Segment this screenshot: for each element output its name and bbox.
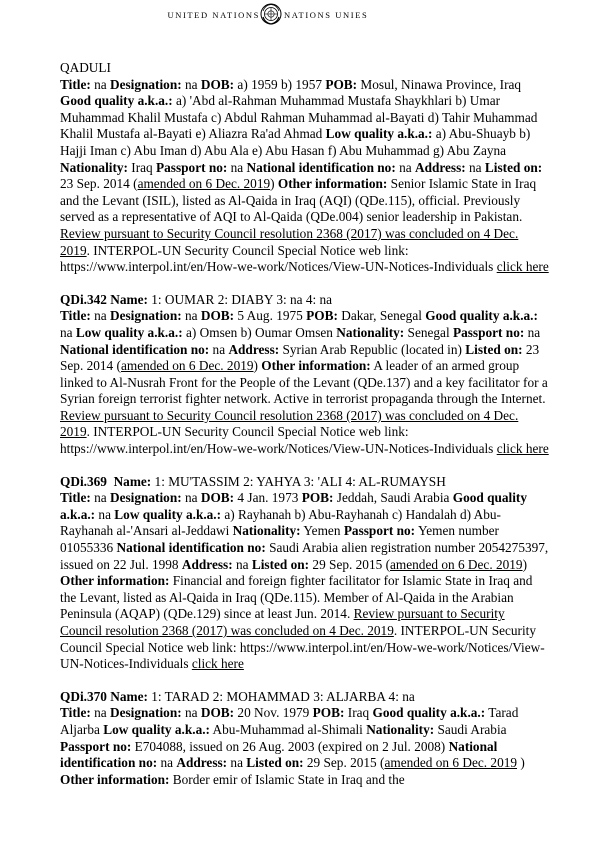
field-value: na	[181, 490, 201, 506]
entry-qdi-369	[60, 474, 550, 673]
amended-link[interactable]: amended on 6 Dec. 2019	[120, 358, 254, 374]
entry-details	[60, 77, 550, 276]
field-value: na	[157, 755, 177, 771]
review-link[interactable]: Review pursuant to Security Council resolution 2368 (2017) was concluded on 4 Dec. 2019	[60, 606, 505, 638]
field-value: na	[181, 308, 201, 324]
field-value: )	[253, 358, 262, 374]
field-value: E704088, issued on 26 Aug. 2003 (expired on 2 Jul. 2008)	[131, 738, 449, 754]
field-label: POB:	[306, 308, 338, 324]
field-label: POB:	[325, 76, 358, 92]
field-value: a) Abu-Shuayb b) Hajji Iman c) Abu Iman d) Abu Ala e) Abu Hasan f) Abu Muhammad g) Abu Zayna	[60, 126, 531, 158]
entry-details	[60, 705, 550, 788]
interpol-text: . INTERPOL-UN Security Council Special Notice web link: https://www.interpol.int/en/How-we-work/Notices/View-UN-Notices-Individuals	[60, 424, 497, 457]
entry-qdi-370	[60, 689, 550, 789]
field-label: Listed on:	[484, 159, 543, 175]
field-value: Jeddah, Saudi Arabia	[333, 490, 453, 506]
click-here-link[interactable]: click here	[496, 441, 549, 457]
field-label: Address:	[176, 755, 228, 771]
field-value: a) Rayhanah b) Abu-Rayhanah c) Handalah d) Abu-Rayhanah al-'Ansari al-Jeddawi	[60, 506, 501, 539]
document-body	[60, 60, 550, 804]
page-header	[0, 0, 600, 40]
field-value: Border emir of Islamic State in Iraq and the	[169, 771, 405, 787]
entry-id: QDi.369	[60, 473, 107, 489]
field-value: A leader of an armed group linked to Al-Nusrah Front for the People of the Levant (QDe.137) and a key facilitator for a Syrian foreign terrorist fighter network. Active in terrorist propaganda through the Internet.	[60, 358, 548, 407]
field-value: na	[90, 705, 110, 721]
amended-link[interactable]: amended on 6 Dec. 2019	[384, 755, 518, 771]
field-value: na	[395, 159, 415, 175]
field-label: Nationality:	[336, 324, 405, 340]
header-nations-unies: NATIONS UNIES	[284, 10, 369, 20]
field-value: na	[524, 324, 541, 340]
interpol-text: . INTERPOL-UN Security Council Special Notice web link: https://www.interpol.int/en/How-we-work/Notices/View-UN-Notices-Individuals	[60, 242, 497, 275]
field-value: Dakar, Senegal	[337, 308, 426, 324]
field-label: Name:	[106, 291, 148, 307]
field-value: Syrian Arab Republic (located in)	[279, 341, 466, 357]
un-emblem-icon	[260, 3, 282, 25]
field-label: National identification no:	[60, 341, 210, 357]
field-value: Mosul, Ninawa Province, Iraq	[357, 76, 522, 92]
field-value: na	[227, 159, 247, 175]
field-label: Passport no:	[452, 324, 525, 340]
field-label: Name:	[106, 688, 148, 704]
entry-id: QDi.342	[60, 291, 107, 307]
click-here-link[interactable]: click here	[496, 259, 549, 275]
field-value: na	[60, 324, 76, 340]
field-label: Nationality:	[232, 523, 301, 539]
field-label: Nationality:	[60, 159, 128, 175]
field-label: Passport no:	[343, 523, 416, 539]
amended-link[interactable]: amended on 6 Dec. 2019	[390, 556, 523, 572]
field-value: na	[90, 490, 110, 506]
field-value: Financial and foreign fighter facilitator for Islamic State in Iraq and the Levant, listed as Al-Qaida in Iraq (QDe.115). Member of Al-Qaida in the Arabian Peninsula (AQAP) (QDe.129) since at least Jun. 2014.	[60, 573, 533, 622]
field-value: Iraq	[344, 705, 373, 721]
entry-name-line	[60, 292, 550, 309]
entry-name-line	[60, 689, 550, 706]
field-value: na	[232, 556, 252, 572]
field-value: )	[270, 176, 278, 192]
entry-details	[60, 490, 550, 673]
entry-name: 1: MU'TASSIM 2: YAHYA 3: 'ALI 4: AL-RUMAYSH	[151, 473, 446, 489]
field-label: Good quality a.k.a.:	[425, 308, 538, 324]
field-value: 29 Sep. 2015 (	[303, 755, 385, 771]
field-value: na	[181, 705, 201, 721]
entry-qaduli	[60, 60, 550, 276]
field-label: Address:	[228, 341, 280, 357]
entry-name-line	[60, 60, 550, 77]
field-label: Designation:	[109, 308, 182, 324]
field-value: Senegal	[404, 324, 453, 340]
field-value: 23 Sep. 2014 (	[60, 341, 540, 374]
field-value: )	[522, 556, 527, 572]
review-link[interactable]: Review pursuant to Security Council resolution 2368 (2017) was concluded on 4 Dec. 2019	[60, 407, 519, 440]
field-value: na	[209, 341, 229, 357]
field-label: Passport no:	[60, 738, 132, 754]
field-value: Yemen number 01055336	[60, 523, 499, 556]
field-value: a) 'Abd al-Rahman Muhammad Mustafa Shaykhlari b) Umar Muhammad Khalil Mustafa c) Abdul Rahman Muhammad al-Bayati d) Tahir Muhammad Khalil Mustafa al-Bayati e) Aliazra Ra'ad Ahmad	[60, 93, 538, 142]
field-label: Good quality a.k.a.:	[60, 490, 528, 522]
field-label: National identification no:	[60, 738, 498, 771]
field-value: na	[465, 159, 485, 175]
entry-qdi-342	[60, 292, 550, 458]
review-link[interactable]: Review pursuant to Security Council resolution 2368 (2017) was concluded on 4 Dec. 2019	[60, 225, 519, 258]
field-label: Other information:	[60, 771, 170, 787]
field-label: National identification no:	[116, 540, 266, 556]
field-value: 20 Nov. 1979	[234, 705, 313, 721]
field-value: 23 Sep. 2014 (	[60, 176, 138, 192]
field-value: Saudi Arabia alien registration number 2054275397, issued on 22 Jul. 1998	[60, 540, 549, 572]
field-label: Title:	[60, 490, 91, 506]
field-value: Abu-Muhammad al-Shimali	[209, 721, 367, 737]
field-label: Low quality a.k.a.:	[103, 721, 210, 737]
field-value: Saudi Arabia	[434, 721, 507, 737]
field-label: DOB:	[200, 308, 235, 324]
field-label: Designation:	[109, 490, 182, 506]
field-value: na	[90, 76, 110, 92]
field-label: Title:	[60, 705, 91, 721]
field-value: na	[181, 76, 201, 92]
field-value: na	[227, 755, 247, 771]
field-value: )	[517, 755, 525, 771]
field-value: a) 1959 b) 1957	[234, 76, 326, 92]
field-label: Nationality:	[366, 721, 435, 737]
field-label: Title:	[60, 308, 91, 324]
field-value: 4 Jan. 1973	[234, 490, 302, 506]
entry-name: QADULI	[60, 60, 111, 75]
field-label-title: Title:	[60, 76, 91, 92]
field-label: Address:	[181, 556, 233, 572]
entry-name-line	[60, 474, 550, 491]
field-label: Low quality a.k.a.:	[75, 324, 183, 340]
field-value: na	[95, 506, 115, 522]
field-label: POB:	[312, 705, 345, 721]
field-value: Senior Islamic State in Iraq and the Levant (ISIL), listed as Al-Qaida in Iraq (AQI) (QDe.115), official. Previously served as a representative of AQI to Al-Qaida (QDe.004) senior leadership in Pakistan.	[60, 176, 537, 225]
field-label: Other information:	[261, 358, 371, 374]
entry-details	[60, 308, 550, 457]
field-value: 29 Sep. 2015 (	[309, 556, 390, 572]
field-label: Good quality a.k.a.:	[60, 93, 173, 109]
field-value: Yemen	[300, 523, 344, 539]
amended-link[interactable]: amended on 6 Dec. 2019	[137, 176, 271, 192]
field-label: Passport no:	[156, 159, 228, 175]
entry-id: QDi.370	[60, 688, 107, 704]
field-label: Other information:	[60, 573, 170, 589]
field-label: Low quality a.k.a.:	[325, 126, 433, 142]
field-label: Address:	[414, 159, 466, 175]
field-label: Designation:	[109, 705, 182, 721]
field-value: na	[90, 308, 110, 324]
field-label: Listed on:	[246, 755, 304, 771]
entry-name: 1: OUMAR 2: DIABY 3: na 4: na	[147, 291, 333, 307]
field-value: a) Omsen b) Oumar Omsen	[182, 324, 337, 340]
field-label: Designation:	[109, 76, 182, 92]
field-label: POB:	[301, 490, 334, 506]
field-label: National identification no:	[246, 159, 396, 175]
field-value: Iraq	[127, 159, 157, 175]
header-united-nations: UNITED NATIONS	[167, 10, 260, 20]
field-label: DOB:	[200, 76, 235, 92]
field-label: DOB:	[200, 490, 235, 506]
field-label: DOB:	[200, 705, 235, 721]
interpol-text: . INTERPOL-UN Security Council Special Notice web link: https://www.interpol.int/en/How-we-work/Notices/View-UN-Notices-Individuals	[60, 623, 545, 672]
field-label: Listed on:	[251, 556, 310, 572]
field-label: Listed on:	[465, 341, 523, 357]
click-here-link[interactable]: click here	[191, 656, 244, 672]
field-value: 5 Aug. 1975	[234, 308, 307, 324]
field-label: Other information:	[277, 176, 388, 192]
field-label: Good quality a.k.a.:	[372, 705, 486, 721]
field-label: Low quality a.k.a.:	[114, 506, 222, 522]
entry-name: 1: TARAD 2: MOHAMMAD 3: ALJARBA 4: na	[147, 688, 415, 704]
field-value: Tarad Aljarba	[60, 705, 519, 737]
field-label: Name:	[106, 473, 152, 489]
